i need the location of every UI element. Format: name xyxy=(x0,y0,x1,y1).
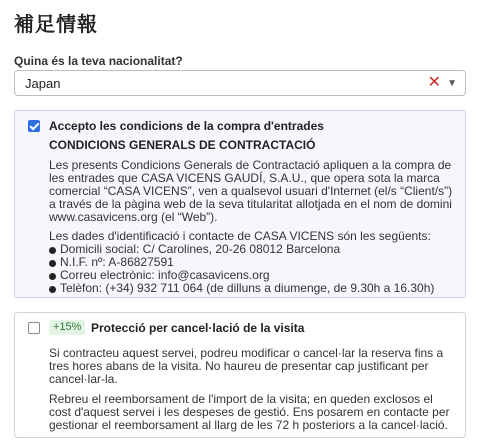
terms-checkbox-label[interactable]: Accepto les condicions de la compra d'entrades xyxy=(49,119,324,133)
list-item: Correu electrònic: info@casavicens.org xyxy=(49,269,453,282)
terms-checkbox[interactable] xyxy=(28,120,40,132)
terms-heading: CONDICIONS GENERALS DE CONTRACTACIÓ xyxy=(49,138,316,152)
protection-paragraph: Rebreu el reemborsament de l'import de la visita; en queden exclosos el cost d'aquest servei i les despeses de gestió. Ens posarem en contacte per gestionar el reemborsament al llarg de les 72 h posteriors a la cancel·lació. xyxy=(49,392,450,432)
protection-paragraph: Si contracteu aquest servei, podreu modificar o cancel·lar la reserva fins a tres hores abans de la visita. No haureu de presentar cap justificant per cancel·lar-la. xyxy=(49,346,444,386)
price-badge: +15% xyxy=(49,320,85,335)
terms-contact-list xyxy=(49,243,453,295)
nationality-selected-value: Japan xyxy=(25,76,61,91)
terms-paragraph: Les dades d'identificació i contacte de CASA VICENS són les següents: xyxy=(49,229,431,243)
terms-paragraph: Les presents Condicions Generals de Contractació apliquen a la compra de les entrades que CASA VICENS GAUDÍ, S.A.U., que opera sota la marca comercial “CASA VICENS”, ven a qualsevol usuari d'Internet (el/s “Client/s”) a través de la pàgina web de la seva titularitat allotjada en el nom de domini www.casavicens.org (el “Web”). xyxy=(49,158,453,224)
nationality-label: Quina és la teva nacionalitat? xyxy=(14,54,183,68)
page-title: 補足情報 xyxy=(14,14,98,36)
terms-panel xyxy=(14,110,466,298)
protection-panel xyxy=(14,312,466,438)
protection-content xyxy=(49,347,453,438)
protection-checkbox[interactable] xyxy=(28,322,40,334)
chevron-down-icon[interactable]: ▼ xyxy=(447,78,457,89)
list-item: N.I.F. nº: A-86827591 xyxy=(49,256,453,269)
list-item: Telèfon: (+34) 932 711 064 (de dilluns a diumenge, de 9.30h a 16.30h) xyxy=(49,282,453,295)
terms-content xyxy=(49,139,453,295)
protection-checkbox-label[interactable]: Protecció per cancel·lació de la visita xyxy=(91,321,305,335)
clear-icon[interactable]: ✕ xyxy=(427,74,441,91)
nationality-select[interactable] xyxy=(14,70,466,96)
list-item: Domicili social: C/ Carolines, 20-26 08012 Barcelona xyxy=(49,243,453,256)
